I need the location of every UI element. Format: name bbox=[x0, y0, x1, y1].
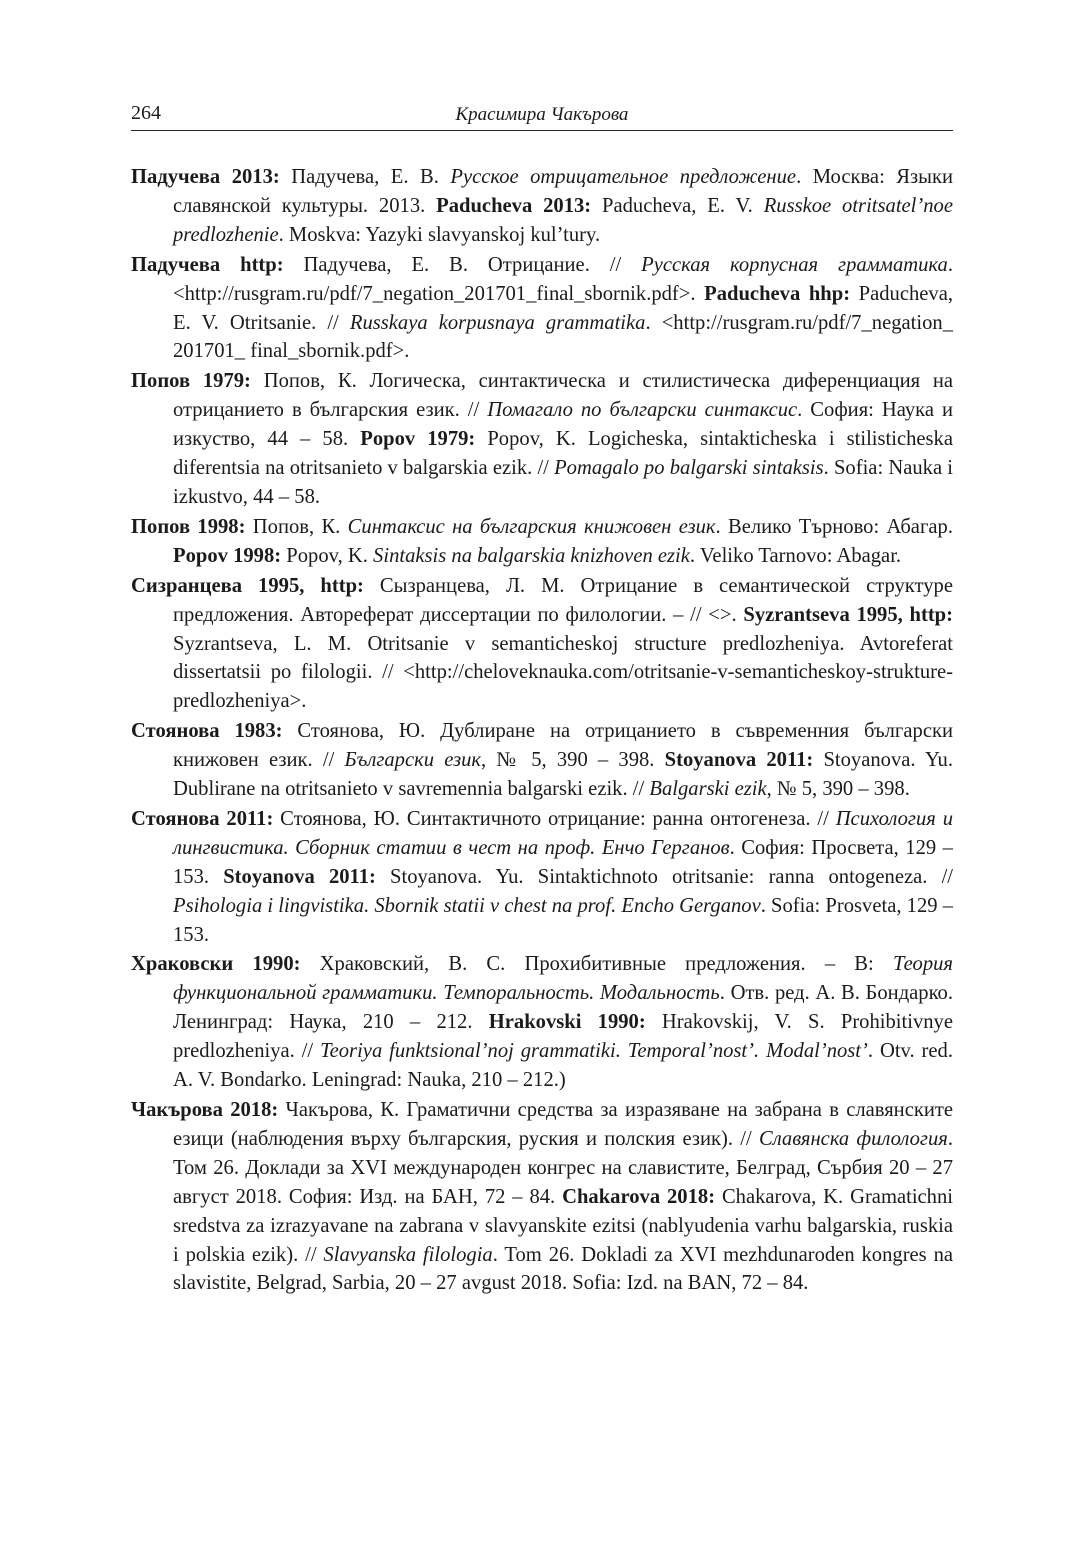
reference-entry: Падучева 2013: Падучева, Е. В. Русское отрицательное предложение. Москва: Языки славянской культуры. 2013. Paducheva 2013: Paducheva, E. V. Russkoe otritsatel’noe predlozhenie. Moskva: Yazyki slavyanskoj kul’tury. bbox=[131, 166, 954, 246]
reference-key-latin: Popov 1979: bbox=[360, 428, 476, 451]
page-number: 264 bbox=[131, 102, 161, 124]
reference-entry: Чакърова 2018: Чакърова, К. Граматични средства за изразяване на забрана в славянските езици (наблюдения върху българския, руския и полския език). // Славянска филология. Том 26. Доклади за XVI международен конгрес на славистите, Белград, Сърбия 20 – 27 август 2018. София: Изд. на БАН, 72 – 84. Chakarova 2018: Chakarova, K. Gramatichni sredstva za izrazyavane na zabrana v slavyanskite ezitsi (nablyudenia varhu balgarskia, ruskia i polskia ezik). // Slavyanska filologia. Tom 26. Dokladi za XVI mezhdunaroden kongres na slavistite, Belgrad, Sarbia, 20 – 27 avgust 2018. Sofia: Izd. na BAN, 72 – 84. bbox=[131, 1099, 954, 1295]
page-header bbox=[131, 96, 953, 131]
reference-key-latin: Popov 1998: bbox=[173, 544, 282, 567]
reference-key-latin: Stoyanova 2011: bbox=[664, 749, 814, 772]
reference-key-cyrillic: Сизранцева 1995, http: bbox=[131, 574, 364, 597]
running-title: Красимира Чакърова bbox=[455, 104, 629, 125]
reference-key-latin: Syzrantseva 1995, http: bbox=[743, 603, 953, 626]
reference-entry: Храковски 1990: Храковский, В. С. Прохибитивные предложения. – В: Теория функциональной грамматики. Темпоральность. Модальность. Отв. ред. А. В. Бондарко. Ленинград: Наука, 210 – 212. Hrakovski 1990: Hrakovskij, V. S. Prohibitivnye predlozheniya. // Teoriya funktsional’noj grammatiki. Temporal’nost’. Modal’nost’. Otv. red. A. V. Bondarko. Leningrad: Nauka, 210 – 212.) bbox=[131, 953, 954, 1092]
page bbox=[131, 96, 953, 1299]
reference-key-cyrillic: Падучева 2013: bbox=[131, 166, 280, 188]
reference-entry: Стоянова 1983: Стоянова, Ю. Дублиране на отрицанието в съвременния български книжовен език. // Български език, № 5, 390 – 398. Stoyanova 2011: Stoyanova. Yu. Dublirane na otritsanieto v savremennia balgarski ezik. // Balgarski ezik, № 5, 390 – 398. bbox=[131, 720, 953, 801]
references-list bbox=[131, 163, 953, 1298]
reference-key-latin: Chakarova 2018: bbox=[562, 1185, 716, 1208]
reference-key-latin: Paducheva hhp: bbox=[704, 282, 851, 305]
reference-key-cyrillic: Стоянова 1983: bbox=[131, 720, 283, 743]
reference-key-cyrillic: Попов 1979: bbox=[131, 370, 251, 393]
reference-entry: Падучева http: Падучева, Е. В. Отрицание. // Русская корпусная грамматика. <http://rusgram.ru/pdf/7_negation_201701_final_sbornik.pdf>. Paducheva hhp: Paducheva, E. V. Otritsanie. // Russkaya korpusnaya grammatika. <http://rusgram.ru/pdf/7_negation_ 201701_ final_sbornik.pdf>. bbox=[131, 253, 953, 363]
reference-key-cyrillic: Храковски 1990: bbox=[131, 953, 301, 976]
reference-key-latin: Hrakovski 1990: bbox=[488, 1011, 646, 1034]
reference-key-cyrillic: Попов 1998: bbox=[131, 515, 246, 538]
reference-key-latin: Stoyanova 2011: bbox=[223, 865, 376, 888]
reference-key-latin: Paducheva 2013: bbox=[436, 194, 592, 217]
reference-key-cyrillic: Стоянова 2011: bbox=[131, 807, 274, 830]
reference-entry: Попов 1979: Попов, К. Логическа, синтактическа и стилистическа диференциация на отрицанието в българския език. // Помагало по български синтаксис. София: Наука и изкуство, 44 – 58. Popov 1979: Popov, K. Logicheska, sintakticheska i stilisticheska diferentsia na otritsanieto v balgarskia ezik. // Pomagalo po balgarski sintaksis. Sofia: Nauka i izkustvo, 44 – 58. bbox=[131, 370, 953, 508]
reference-key-cyrillic: Падучева http: bbox=[131, 253, 284, 276]
reference-entry: Стоянова 2011: Стоянова, Ю. Синтактичното отрицание: ранна онтогенеза. // Психология и лингвистика. Сборник статии в чест на проф. Енчо Герганов. София: Просвета, 129 – 153. Stoyanova 2011: Stoyanova. Yu. Sintaktichnoto otritsanie: ranna ontogeneza. // Psihologia i lingvistika. Sbornik statii v chest na prof. Encho Gerganov. Sofia: Prosveta, 129 – 153. bbox=[131, 807, 954, 946]
reference-entry: Попов 1998: Попов, К. Синтаксис на българския книжовен език. Велико Търново: Абагар. Popov 1998: Popov, K. Sintaksis na balgarskia knizhoven ezik. Veliko Tarnovo: Abagar. bbox=[131, 515, 953, 567]
reference-entry: Сизранцева 1995, http: Сызранцева, Л. М. Отрицание в семантической структуре предложения. Автореферат диссертации по филологии. – // <>. Syzrantseva 1995, http: Syzrantseva, L. M. Otritsanie v semanticheskoj structure predlozheniya. Avtoreferat dissertatsii po filologii. // <http://cheloveknauka.com/otritsanie-v-semanticheskoy-strukture-predlozheniya>. bbox=[131, 574, 953, 713]
reference-key-cyrillic: Чакърова 2018: bbox=[131, 1099, 279, 1121]
